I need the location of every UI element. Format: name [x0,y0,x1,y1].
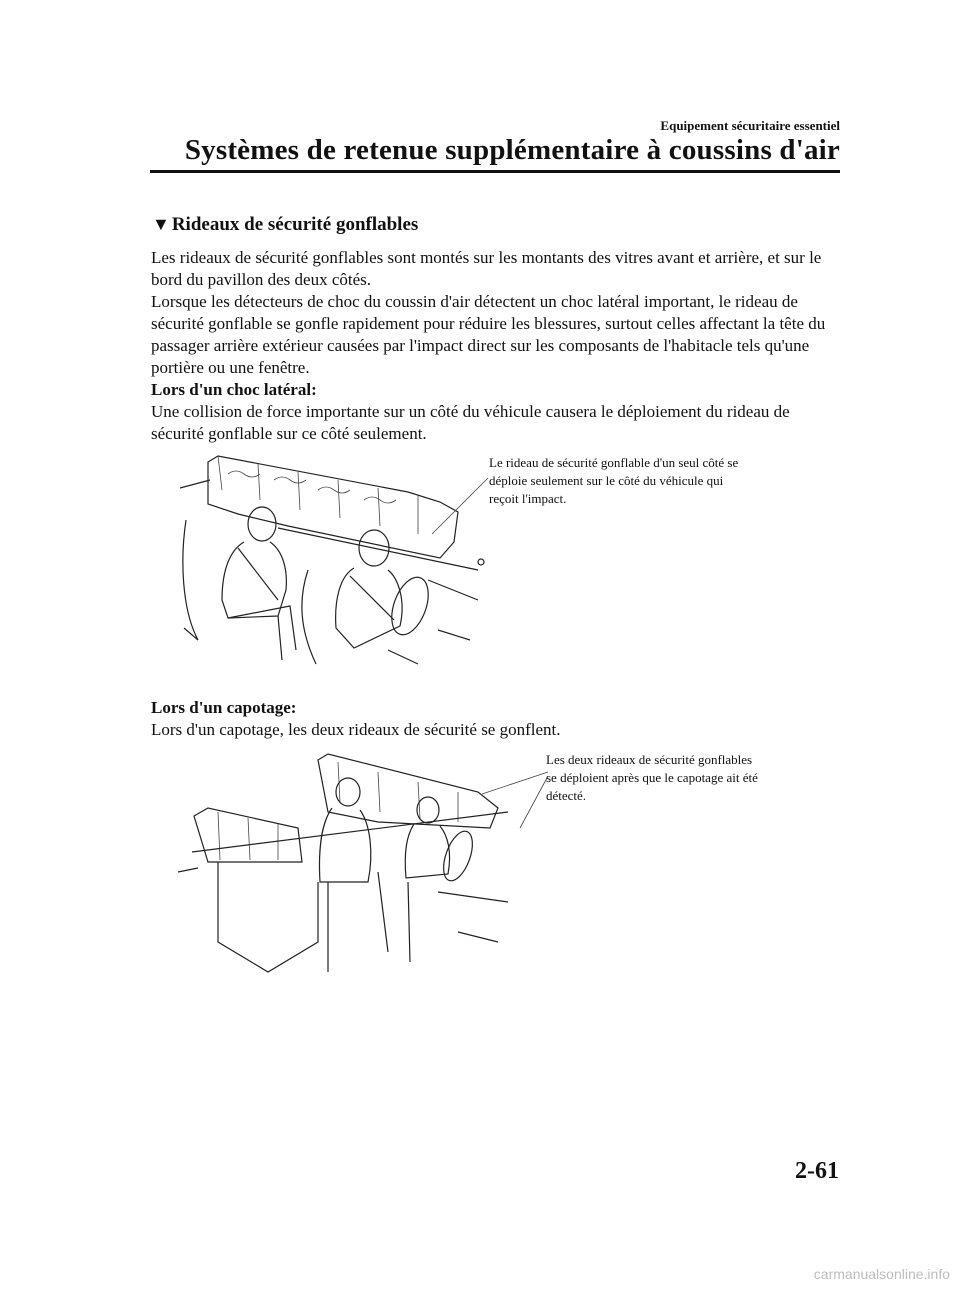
section-heading-text: Rideaux de sécurité gonflables [171,214,419,235]
rollover-description: Lors d'un capotage, les deux rideaux de sécurité se gonflent. [151,720,561,739]
side-impact-callout [489,454,738,508]
rollover-text [151,697,841,741]
rollover-callout-line-3: détecté. [546,788,587,803]
rollover-callout [546,751,758,805]
intro-text [151,247,841,445]
header-section-label: Equipement sécuritaire essentiel [660,118,840,133]
side-callout-line-3: reçoit l'impact. [489,491,567,506]
triangle-marker-icon: ▼ [152,214,170,234]
page-title: Systèmes de retenue supplémentaire à coussins d'air [184,134,840,166]
page-number: 2-61 [795,1158,839,1184]
section-heading [152,214,418,236]
side-callout-leader [430,476,490,536]
side-callout-line-2: déploie seulement sur le côté du véhicule qui [489,473,724,488]
rollover-heading: Lors d'un capotage: [151,698,297,717]
side-impact-heading: Lors d'un choc latéral: [151,380,317,399]
rollover-callout-line-1: Les deux rideaux de sécurité gonflables [546,752,753,767]
side-impact-text: Une collision de force importante sur un côté du véhicule causera le déploiement du rideau de sécurité gonflable sur ce côté seulement. [151,402,790,443]
rollover-illustration [178,752,518,982]
paragraph-deployment: Lorsque les détecteurs de choc du coussin d'air détectent un choc latéral important, le rideau de sécurité gonflable se gonfle rapidement pour réduire les blessures, surtout celles affectant la tête du passager arrière extérieur causées par l'impact direct sur les composants de l'habitacle tels qu'une portière ou une fenêtre. [151,292,826,377]
rollover-callout-leader [480,770,550,830]
paragraph-mounting: Les rideaux de sécurité gonflables sont montés sur les montants des vitres avant et arrière, et sur le bord du pavillon des deux côtés. [151,248,822,289]
footer-watermark: carmanualsonline.info [813,1266,950,1282]
header-divider [150,170,840,173]
rollover-callout-line-2: se déploient après que le capotage ait été [546,770,758,785]
side-callout-line-1: Le rideau de sécurité gonflable d'un seul côté se [489,455,739,470]
